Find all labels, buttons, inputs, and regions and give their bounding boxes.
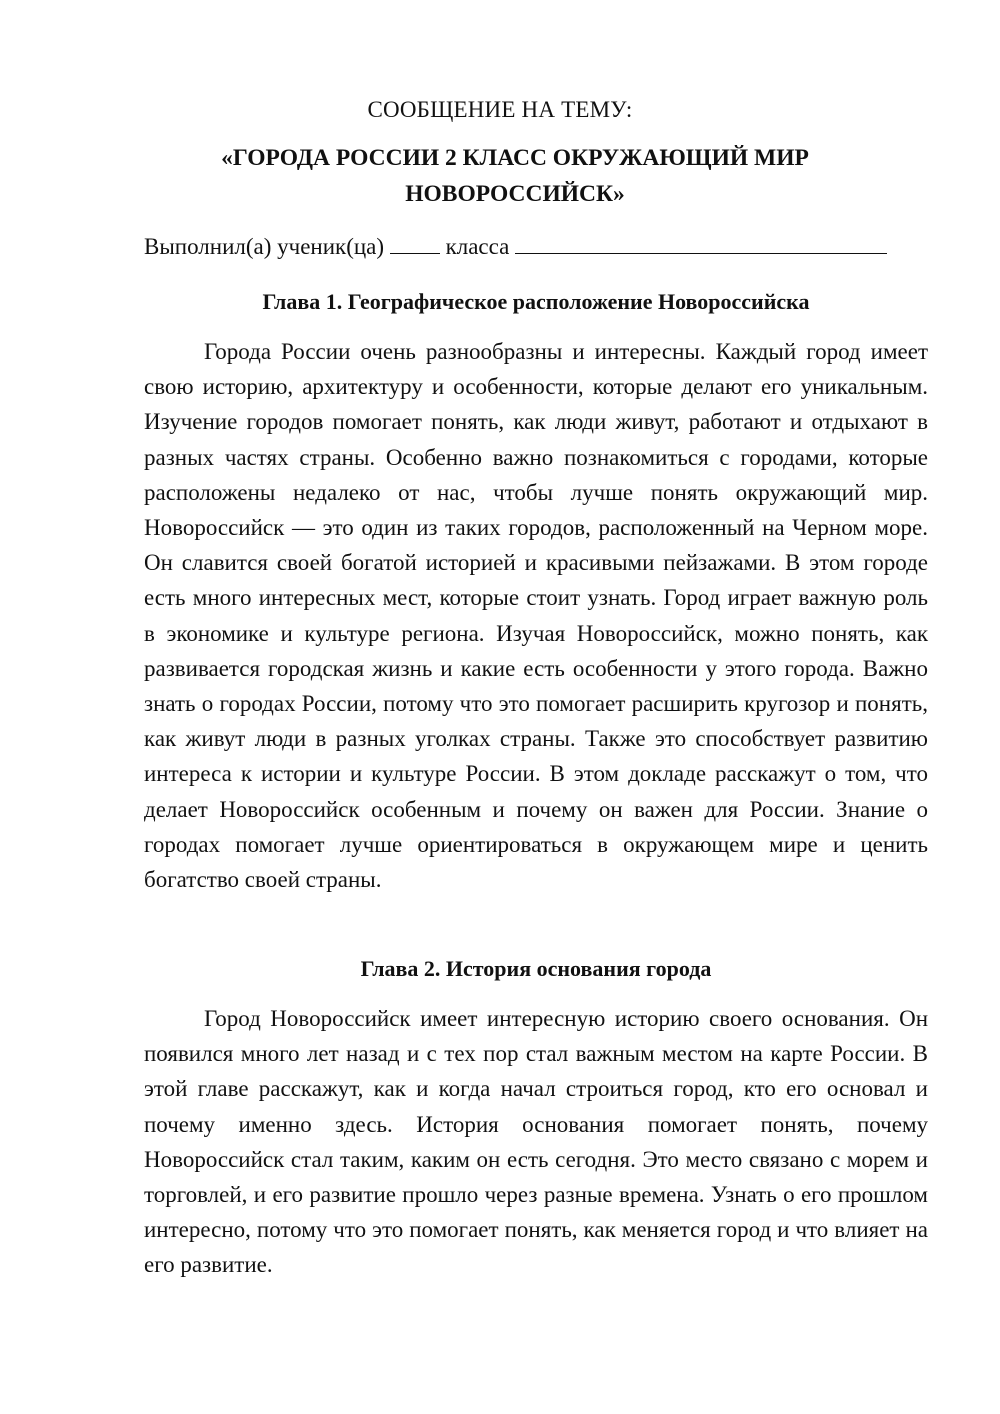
author-line [144,231,944,263]
author-line-prefix: Выполнил(а) ученик(ца) [144,234,385,259]
document-title: «ГОРОДА РОССИИ 2 КЛАСС ОКРУЖАЮЩИЙ МИР НОВОРОССИЙСК» [221,145,809,207]
student-name-blank [515,231,887,254]
chapter-1-paragraph: Города России очень разнообразны и интересны. Каждый город имеет свою историю, архитектуру и особенности, которые делают его уникальным. Изучение городов помогает понять, как люди живут, работают и отдыхают в разных частях страны. Особенно важно познакомиться с городами, которые расположены недалеко от нас, чтобы лучше понять окружающий мир. Новороссийск — это один из таких городов, расположенный на Черном море. Он славится своей богатой историей и красивыми пейзажами. В этом городе есть много интересных мест, которые стоит узнать. Город играет важную роль в экономике и культуре региона. Изучая Новороссийск, можно понять, как развивается городская жизнь и какие есть особенности у этого города. Важно знать о городах России, потому что это помогает расширить кругозор и понять, как живут люди в разных уголках страны. Также это способствует развитию интереса к истории и культуре России. В этом докладе расскажут о том, что делает Новороссийск особенным и почему он важен для России. Знание о городах помогает лучше ориентироваться в окружающем мире и ценить богатство своей страны. [144,339,928,893]
chapter-1-heading: Глава 1. Географическое расположение Новороссийска [262,289,810,314]
class-number-blank [390,231,440,254]
author-line-class-label: класса [445,234,510,259]
chapter-2-heading: Глава 2. История основания города [360,956,712,981]
chapter-2-paragraph: Город Новороссийск имеет интересную историю своего основания. Он появился много лет назад и с тех пор стал важным местом на карте России. В этой главе расскажут, как и когда начал строиться город, кто его основал и почему именно здесь. История основания помогает понять, почему Новороссийск стал таким, каким он есть сегодня. Это место связано с морем и торговлей, и его развитие прошло через разные времена. Узнать о его прошлом интересно, потому что это помогает понять, как меняется город и что влияет на его развитие. [144,1006,928,1278]
document-label: СООБЩЕНИЕ НА ТЕМУ: [367,97,633,122]
